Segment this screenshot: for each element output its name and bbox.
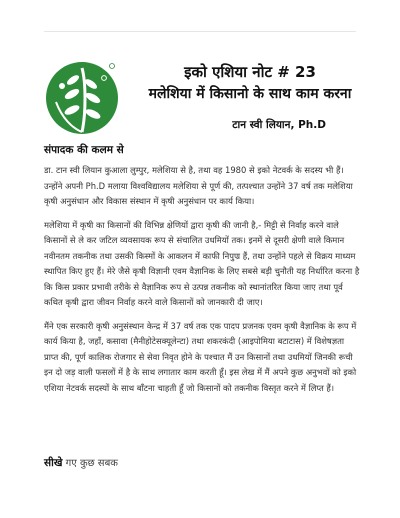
top-divider: [44, 31, 356, 32]
echo-logo: [42, 56, 122, 136]
note-title: इको एशिया नोट # 23: [184, 63, 316, 81]
note-subtitle: मलेशिया में किसानो के साथ काम करना: [148, 86, 352, 102]
section-heading: संपादक की कलम से: [44, 144, 124, 156]
lessons-heading: [44, 455, 118, 470]
article-body: [44, 163, 360, 404]
note-header: [130, 62, 370, 104]
paragraph-3: मैंने एक सरकारी कृषी अनुसंस्थान केन्द्र में 37 वर्ष तक एक पादप प्रजनक एवम कृषी वैज्ञानिक के रूप में कार्य किया है, जहाँ, कसावा (मैनीहोटेसक्यूलेन्टा) तथा शकरकंदी (आइपोमिया बटाटास) में विशेषज्ञता प्राप्त की, पूर्ण कालिक रोजगार से सेवा निवृत होने के पश्चात मैं उन किसानों तथा उधमियों जिनकी रूची इन दो जड़ वाली फसलों में है के साथ लगातार काम करती हूँ। इस लेख में मैं अपने कुछ अनुभवों को इको एशिया नेटवर्क सदस्यों के साथ बाँटना चाहती हूँ जो किसानों को तकनीक विस्तृत करने में लिप्त हैं।: [44, 320, 357, 393]
echo-logo-icon: [42, 56, 122, 136]
lessons-heading-bold: सीखे: [44, 457, 63, 469]
paragraph-2: मलेशिया में कृषी का किसानों की विभिन्न क्षेणियों द्वारा कृषी की जानी है,- मिट्टी से निर्वाह करने वाले किसानों से ले कर जटिल व्यवसायक रूप से संचालित उधमियों तक। इनमें से दूसरी क्षेणी वाले किमान नवीनतम तकनीक तथा उसकी किस्मों के आकलन में काफी निपुण्र हैं, तथा उन्होंने पहले से विक्रय माध्यम स्थापित किए हुए हैं। मेरे जैसे कृषी विज्ञानी एवम वैज्ञानिक के लिए सबसे बड़ी चुनौती यह निर्धारित करना है कि किस प्रकार प्रभावी तरीके से वैज्ञानिक रूप से उत्पन्न तकनीक को स्थानांतरित किया जाए तथा पूर्व कथित कृषी द्वारा जीवन निर्वाह करने वाले किसानों को जानकारी दी जाए।: [44, 219, 360, 307]
lessons-heading-rest: गए कुछ सबक: [62, 458, 118, 469]
author-name: टान स्वी लियान, Ph.D: [232, 119, 326, 131]
paragraph-1: डा. टान स्वी लियान कुआला लुम्पुर, मलेशिया से है, तथा वह 1980 से इको नेटवर्क के सदस्य भी हैं। उन्होंने अपनी Ph.D मलाया विश्वविद्यालय मलेशिया से पूर्ण की, तत्पश्चात उन्होंने 37 वर्ष तक मलेशिया कृषी अनुसंधान और विकास संस्थान में कृषी अनुसंधान पर कार्य किया।: [44, 165, 353, 206]
